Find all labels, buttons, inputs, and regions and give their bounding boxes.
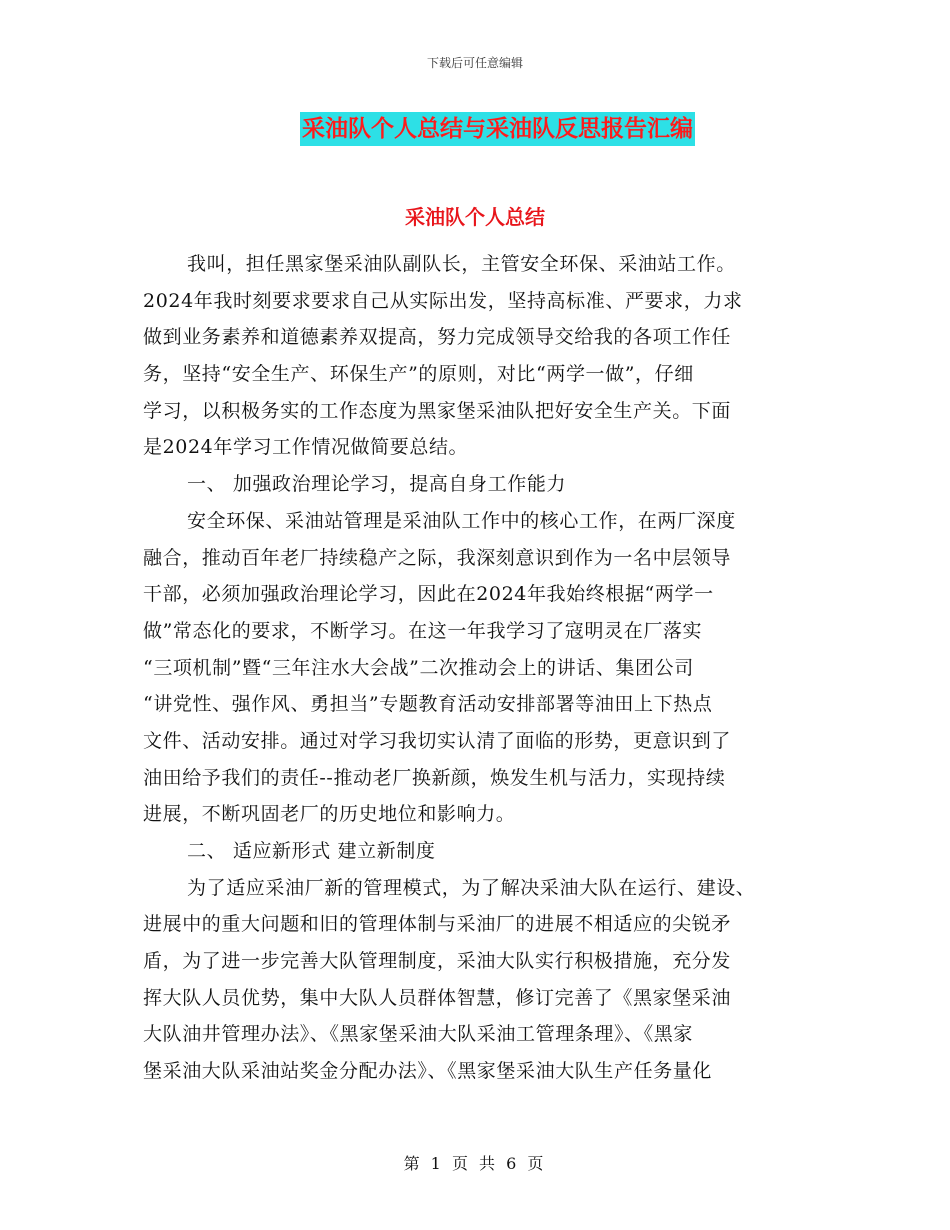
text-line: 2024年我时刻要求要求自己从实际出发，坚持高标准、严要求，力求 — [143, 289, 743, 312]
text-line: 二、 适应新形式 建立新制度 — [187, 840, 436, 862]
text-line: 大队油井管理办法》、《黑家堡采油大队采油工管理条理》、《黑家 — [143, 1023, 694, 1046]
text-line: 油田给予我们的责任--推动老厂换新颜，焕发生机与活力，实现持续 — [143, 766, 726, 789]
text-line: 盾，为了进一步完善大队管理制度，采油大队实行积极措施，充分发 — [143, 950, 732, 973]
page-footer: 第 1 页 共 6 页 — [403, 1154, 547, 1173]
text-line: 干部，必须加强政治理论学习，因此在2024年我始终根据“两学一 — [143, 583, 714, 606]
page-header-note: 下载后可任意编辑 — [426, 56, 523, 70]
text-line: 挥大队人员优势，集中大队人员群体智慧，修订完善了《黑家堡采油 — [143, 986, 732, 1009]
text-line: 学习，以积极务实的工作态度为黑家堡采油队把好安全生产关。下面 — [143, 399, 732, 422]
text-line: 为了适应采油厂新的管理模式，为了解决采油大队在运行、建设、 — [187, 876, 756, 899]
text-line: 是2024年学习工作情况做简要总结。 — [143, 436, 469, 459]
document-title: 采油队个人总结与采油队反思报告汇编 — [300, 112, 695, 146]
text-line: 我叫，担任黑家堡采油队副队长，主管安全环保、采油站工作。 — [187, 253, 736, 275]
text-line: 融合，推动百年老厂持续稳产之际，我深刻意识到作为一名中层领导 — [143, 546, 732, 569]
text-line: 文件、活动安排。通过对学习我切实认清了面临的形势，更意识到了 — [143, 729, 732, 752]
text-line: “讲党性、强作风、勇担当”专题教育活动安排部署等油田上下热点 — [143, 693, 713, 716]
text-line: 做到业务素养和道德素养双提高，努力完成领导交给我的各项工作任 — [143, 326, 732, 349]
text-line: 做”常态化的要求，不断学习。在这一年我学习了寇明灵在厂落实 — [143, 619, 703, 642]
text-line: 一、 加强政治理论学习，提高自身工作能力 — [187, 473, 567, 496]
text-line: 务，坚持“安全生产、环保生产”的原则，对比“两学一做”，仔细 — [143, 363, 694, 386]
text-line: 进展，不断巩固老厂的历史地位和影响力。 — [143, 803, 516, 826]
section-title: 采油队个人总结 — [405, 205, 545, 229]
body-text — [143, 246, 807, 1090]
document-title-wrapper — [0, 112, 950, 146]
text-line: 安全环保、采油站管理是采油队工作中的核心工作，在两厂深度 — [187, 509, 736, 532]
text-line: 进展中的重大问题和旧的管理体制与采油厂的进展不相适应的尖锐矛 — [143, 913, 732, 936]
text-line: 堡采油大队采油站奖金分配办法》、《黑家堡采油大队生产任务量化 — [143, 1060, 713, 1083]
text-line: “三项机制”暨“三年注水大会战”二次推动会上的讲话、集团公司 — [143, 656, 694, 679]
